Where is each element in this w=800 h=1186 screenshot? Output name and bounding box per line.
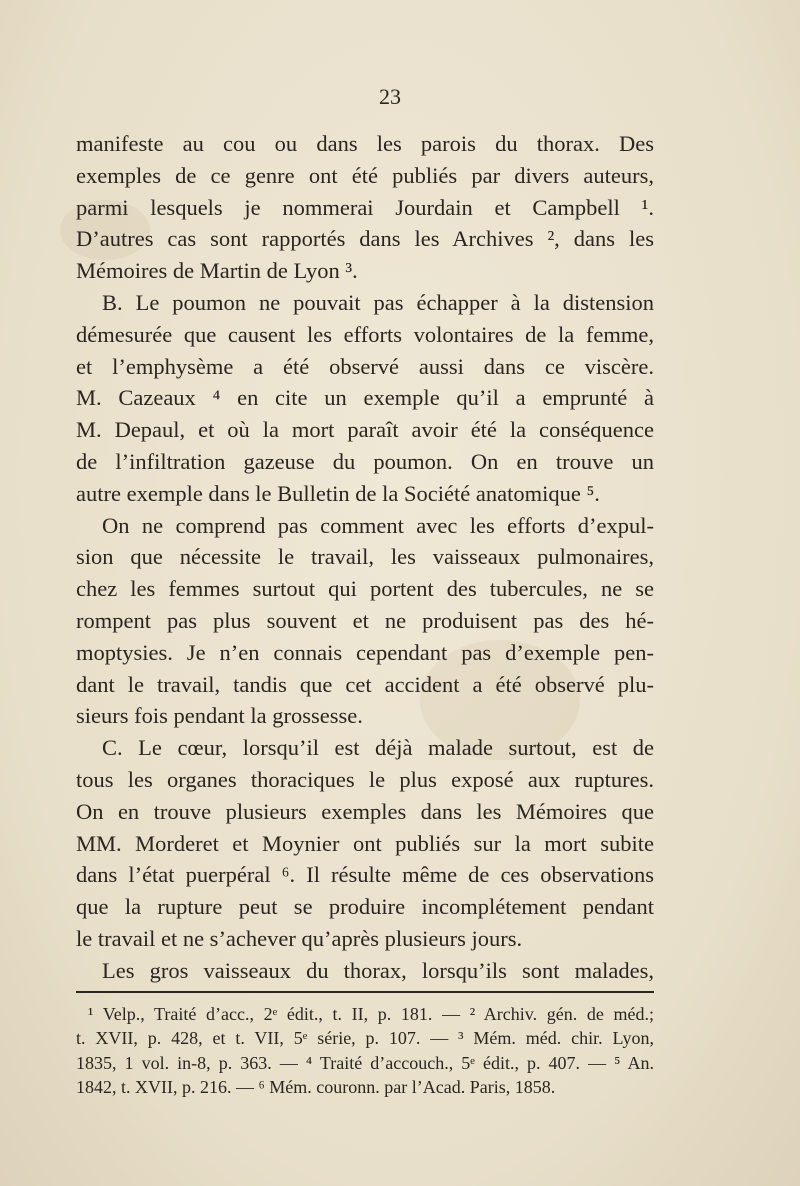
- text-line: le travail et ne s’achever qu’après plusieurs jours.: [76, 925, 523, 951]
- text-line: tous les organes thoraciques le plus exposé aux ruptures.: [76, 766, 654, 792]
- text-line: On ne comprend pas comment avec les efforts d’expul-: [102, 512, 654, 538]
- text-line: C. Le cœur, lorsqu’il est déjà malade surtout, est de: [102, 735, 654, 761]
- footnotes: [76, 1002, 654, 1100]
- footnote-line: ¹ Velp., Traité d’acc., 2ᵉ édit., t. II, p. 181. — ² Archiv. gén. de méd.;: [88, 1004, 654, 1024]
- body-text: [76, 128, 654, 987]
- page-number: 23: [379, 84, 401, 109]
- text-line: parmi lesquels je nommerai Jourdain et Campbell ¹.: [76, 194, 654, 220]
- text-line: que la rupture peut se produire incomplétement pendant: [76, 894, 654, 920]
- text-line: exemples de ce genre ont été publiés par divers auteurs,: [76, 162, 654, 188]
- text-line: dant le travail, tandis que cet accident a été observé plu-: [76, 671, 654, 697]
- text-line: D’autres cas sont rapportés dans les Archives ², dans les: [76, 226, 654, 252]
- footnote-line: 1835, 1 vol. in-8, p. 363. — ⁴ Traité d’accouch., 5ᵉ édit., p. 407. — ⁵ An.: [76, 1052, 654, 1073]
- text-line: Mémoires de Martin de Lyon ³.: [76, 258, 358, 284]
- text-line: Les gros vaisseaux du thorax, lorsqu’ils sont malades,: [102, 957, 654, 983]
- text-line: sieurs fois pendant la grossesse.: [76, 703, 363, 729]
- footnote-rule: [76, 991, 654, 993]
- text-line: chez les femmes surtout qui portent des tubercules, ne se: [76, 576, 654, 602]
- text-line: manifeste au cou ou dans les parois du thorax. Des: [76, 131, 654, 156]
- text-line: et l’emphysème a été observé aussi dans ce viscère.: [76, 353, 654, 379]
- text-line: On en trouve plusieurs exemples dans les Mémoires que: [76, 798, 654, 824]
- text-line: autre exemple dans le Bulletin de la Société anatomique ⁵.: [76, 480, 600, 506]
- text-line: sion que nécessite le travail, les vaisseaux pulmonaires,: [76, 544, 654, 570]
- text-line: MM. Morderet et Moynier ont publiés sur la mort subite: [76, 830, 654, 856]
- text-line: M. Cazeaux ⁴ en cite un exemple qu’il a emprunté à: [76, 385, 654, 411]
- text-line: M. Depaul, et où la mort paraît avoir été la conséquence: [76, 417, 654, 443]
- footnote-line: t. XVII, p. 428, et t. VII, 5ᵉ série, p. 107. — ³ Mém. méd. chir. Lyon,: [76, 1028, 654, 1049]
- text-line: B. Le poumon ne pouvait pas échapper à la distension: [102, 289, 654, 315]
- footnote-line: 1842, t. XVII, p. 216. — ⁶ Mém. couronn. par l’Acad. Paris, 1858.: [76, 1077, 556, 1098]
- text-line: dans l’état puerpéral ⁶. Il résulte même de ces observations: [76, 862, 654, 888]
- text-line: moptysies. Je n’en connais cependant pas d’exemple pen-: [76, 639, 654, 665]
- text-line: démesurée que causent les efforts volontaires de la femme,: [76, 321, 654, 347]
- text-line: rompent pas plus souvent et ne produisent pas des hé-: [76, 607, 654, 633]
- text-line: de l’infiltration gazeuse du poumon. On en trouve un: [76, 448, 654, 474]
